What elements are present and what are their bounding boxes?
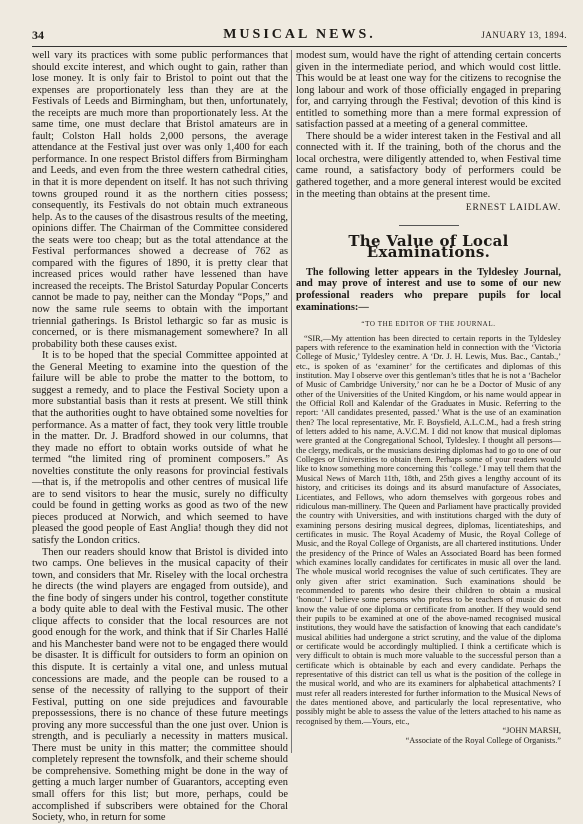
issue-date: JANUARY 13, 1894. [481,30,567,40]
publication-title: MUSICAL NEWS. [223,27,376,42]
column-divider [291,50,292,753]
left-paragraph-1: well vary its practices with some public performances that should excite interest, and which ought to gain, rather than lose money. It is only fair to Bristol to point out that the expenses are proportionately less than they are at the Festivals of Leeds and Birmingham, but then, unfortunately, the receipts are much more than proportionately less. At the same time, one must declare that Bristol amateurs are in fault; Colston Hall holds 2,000 persons, the average attendance at the Festival just over was only 1,400 for each performance. In one respect Bristol differs from Birmingham and Leeds, and even from the three western cathedral cities, in that it is more dependent on itself. It has not such thriving towns grouped round it as the northern cities possess; consequently, its Festivals do not obtain much extraneous help. As to the causes of the disastrous results of the meeting, opinions differ. The Chairman of the Committee considered the seats were too cheap; but as the total attendance at the Festival performances showed a decrease of 762 as compared with the figures of 1890, it is pretty clear that increased prices would rather have lessened than have increased the receipts. The Bristol Saturday Popular Concerts cannot be made to pay, neither can the Monday “Pops,” and now the same rule seems to obtain with the important triennial gatherings. Is Bristol lethargic so far as music is concerned, or is there mismanagement somewhere? In all probability both these causes exist. [32,50,288,350]
editor-address: “TO THE EDITOR OF THE JOURNAL. [361,320,496,329]
letter-body [296,334,561,726]
letter-text: “SIR,—My attention has been directed to certain reports in the Tyldesley papers with reference to the examination held in connection with the ‘Victoria College of Music,’ Tyldesley centre. A ‘Dr. J. H. Lewis, Mus. Bac., Cantab.,’ etc., is spoken of as ‘examiner’ for the certificates and diplomas of this institution. May I observe over this gentleman’s titles that he is not a ‘Bachelor of Music of Cambridge University,’ nor can he be a Doctor of Music of any other of the Universities of the United Kingdom, or his name would appear in the Official Roll and Kalendar of the Graduates in Music. Referring to the report: ‘All candidates presented, passed.’ What is the use of an examination then? The local representative, Mr. F. Boysfield, A.L.C.M., had a fresh string of letters added to his name, A.V.C.M. I did not know that musical diplomas were granted at the Congregational School, Tyldesley. I thought all persons—the clergy, medicals, or the musicians desiring diplomas had to go to one of our Colleges or Universities to obtain them. Perhaps some of your readers would like to know something more concerning this ‘college.’ I may tell them that the Musical News of March 11th, 18th, and 25th gives a lengthy account of its history, and criticises its doings and its absurd manufacture of Associates, Licentiates, and Fellows, who adorn themselves with gorgeous robes and ridiculous man-millinery. The Queen and Parliament have practically provided the country with Universities, and with institutions charged with the duty of examining persons desiring musical degrees, diplomas, licentiateships, and certificates in music. The Royal Academy of Music, the Royal College of Music, and the Royal College of Organists, are all chartered institutions. Under the presidency of the Prince of Wales an Associated Board has been formed which examines locally candidates for certificates in music all over the land. The whole musical world recognises the value of such certificates. They are only given after strict examination. Such examinations should be recommended to parents who desire their children to obtain a musical ‘honour.’ I believe some persons who profess to be teachers of music do not know the value of one diploma or certificate from another. If they would send their pupils to be examined at one of the above-named recognised musical institutions, they would have the satisfaction of knowing that each candidate’s musical abilities had undergone a strict scrutiny, and the value of the diploma or certificate would be accordingly multiplied. I think a certificate which is very difficult to obtain is much more valuable to the successful person than a certificate which is obtainable by each and every candidate. Perhaps the representative of this district can tell us what is the position of the college in the musical world, and who are its examiners for alphabetical attachments? I must refer all readers interested for further information to the Musical News of the dates mentioned above, and particularly the local representative, who possibly might be able to assess the value of the letters attached to his name as recognised by them.—Yours, etc., [296,333,561,726]
right-column [296,50,561,753]
section-title: The Value of Local Examinations. [348,231,509,262]
right-paragraph-2: There should be a wider interest taken in the Festival and all connected with it. If the training, both of the chorus and the local orchestra, were diligently attended to, when Festival time came round, a satisfactory body of performers could be gathered together, and a more general interest would be excited in the meeting than obtains at the present time. [296,130,561,200]
section-separator [399,225,459,226]
left-column [32,50,288,824]
left-paragraph-2: It is to be hoped that the special Committee appointed at the General Meeting to examine into the question of the failure will be able to probe the matter to the bottom, to suggest a remedy, and to place the Festival Society upon a more substantial basis than it rests at present. We still think that the authorities ought to have obtained some novelties for performance. As a matter of fact, they took very little trouble in the matter. Dr. J. Bradford showed in our columns, that they made no effort to obtain works outside of what he termed “the limited ring of prominent composers.” As novelties constitute the only reasons for provincial festivals—that is, if the metropolis and other centres of musical life are to send visitors to hear the music, surely no difficulty could be found in getting works as good as two of the new pieces produced at Norwich, and which seemed to have pleased the good people of East Anglia! though they did not satisfy the London critics. [32,350,288,546]
left-paragraph-3: Then our readers should know that Bristol is divided into two camps. One believes in the musical capacity of their town, and considers that Mr. Riseley with the local orchestra he directs (the wind players are engaged from outside), and the fine body of singers under his control, together constitute a body quite able to deal with the Festival music. The other clique affects to consider that the local resources are not good enough for the work, and think that if Sir Charles Hallé and his Manchester band were not to be engaged there would be disaster. It is difficult for outsiders to form an opinion on this dispute. It is certainly a vital one, and unless mutual concessions are made, and the people can be roused to a sense of the necessity of rallying to the support of their Festival, putting on one side prejudices and favourable prepossessions, there is no chance of these future meetings proving any more successful than the one just over. Union is strength, and is peculiarly a necessity in matters musical. There must be unity in this matter; the committee should completely represent the townsfolk, and their scheme should be comprehensive. Something might be done in the way of getting a much larger number of Guarantors, accepting even small offers for this list; but more, perhaps, could be accomplished if subscribers were obtained for the Choral Society, who, in return for some [32,546,288,824]
page-header [32,28,567,44]
author-signature: ERNEST LAIDLAW. [465,203,561,214]
page-number: 34 [32,28,44,42]
letter-closing-name: “JOHN MARSH, [502,726,561,736]
letter-closing-title: “Associate of the Royal College of Organists.” [405,735,561,745]
section-intro: The following letter appears in the Tyldesley Journal, and may prove of interest and use to some of our new professional readers who prepare pupils for local examinations:— [296,266,561,313]
right-paragraph-1: modest sum, would have the right of attending certain concerts given in the intermediate period, and which would cost little. This would be at least one way for the citizens to recognise the long labour and work of those officially engaged in preparing for, and carrying through the Festival; devotion of this kind is entitled to something more than a mere formal expression of satisfaction passed at a meeting of a general committee. [296,50,561,131]
header-rule [32,46,567,47]
